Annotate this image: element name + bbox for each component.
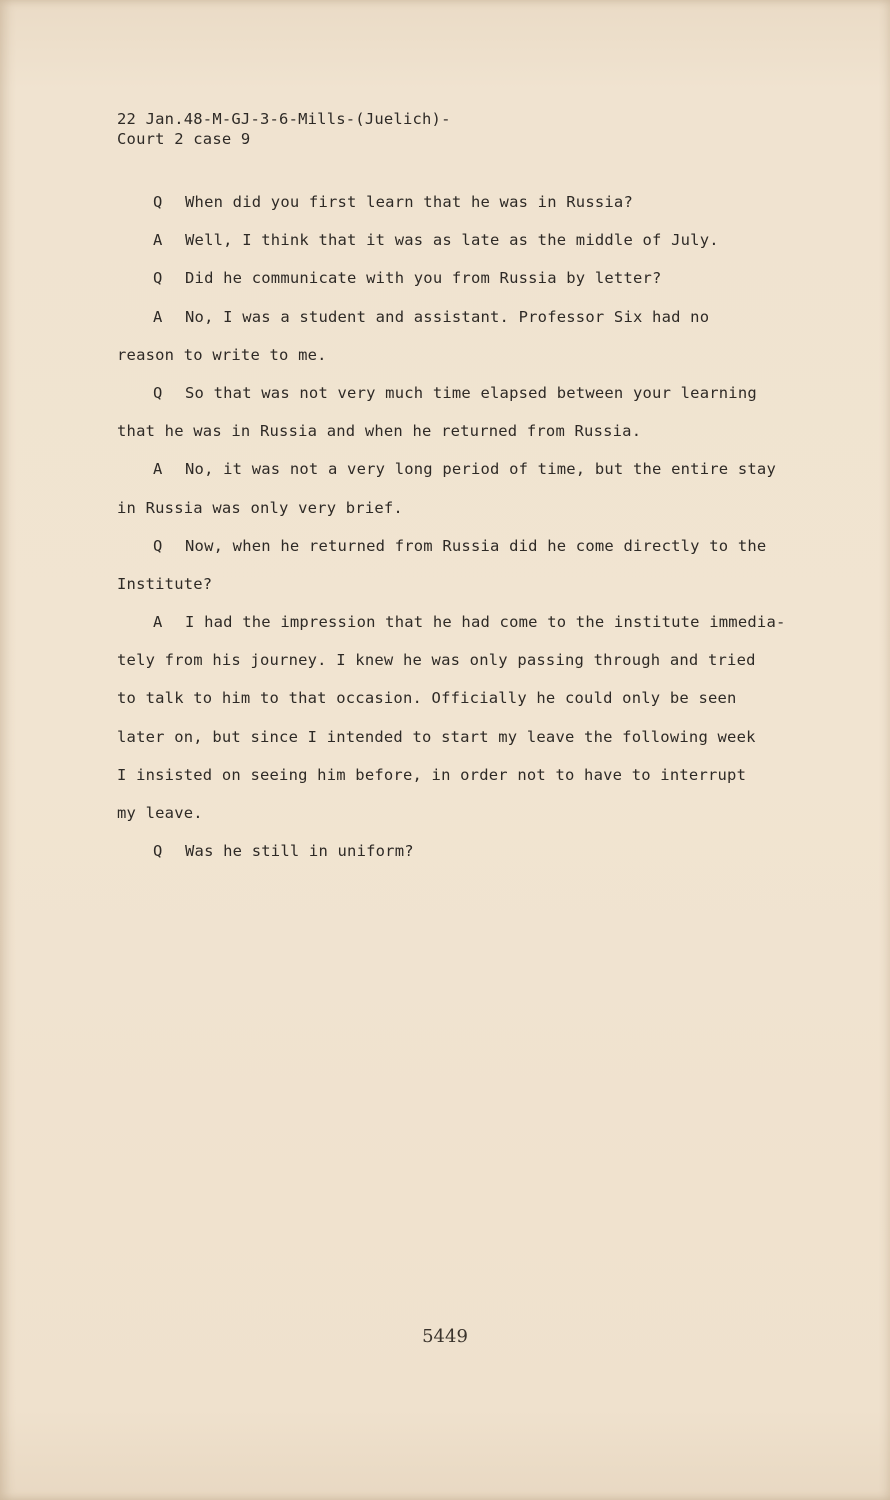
line-text: reason to write to me.	[117, 345, 327, 364]
header-line-2: Court 2 case 9	[117, 130, 251, 148]
transcript-line	[117, 641, 797, 679]
speaker-label: Q	[153, 193, 163, 211]
transcript-line	[117, 298, 797, 336]
line-text: Now, when he returned from Russia did he come directly to the	[185, 536, 767, 555]
transcript-line	[117, 832, 797, 870]
transcript-line	[117, 718, 797, 756]
line-text: Institute?	[117, 574, 213, 593]
line-text: to talk to him to that occasion. Officially he could only be seen	[117, 689, 737, 708]
line-text: When did you first learn that he was in Russia?	[185, 193, 633, 211]
speaker-label: A	[153, 307, 163, 326]
line-text: Was he still in uniform?	[185, 842, 414, 861]
transcript-line	[117, 450, 797, 488]
transcript-line	[117, 259, 797, 297]
line-text: in Russia was only very brief.	[117, 498, 403, 517]
speaker-label: Q	[153, 383, 163, 402]
transcript-line	[117, 756, 797, 794]
line-text: later on, but since I intended to start my leave the following week	[117, 727, 756, 746]
line-text: I had the impression that he had come to the institute immedia-	[185, 613, 786, 632]
transcript-line	[117, 412, 797, 450]
line-text: my leave.	[117, 804, 203, 822]
line-text: No, I was a student and assistant. Professor Six had no	[185, 307, 710, 326]
line-text: Did he communicate with you from Russia by letter?	[185, 269, 662, 288]
speaker-label: Q	[153, 536, 163, 555]
transcript-line	[117, 489, 797, 527]
transcript-line	[117, 565, 797, 603]
transcript-body	[117, 183, 797, 870]
header-line-1: 22 Jan.48-M-GJ-3-6-Mills-(Juelich)-	[117, 110, 451, 128]
line-text: So that was not very much time elapsed between your learning	[185, 383, 757, 402]
transcript-line	[117, 221, 797, 259]
transcript-line	[117, 679, 797, 717]
page-number: 5449	[422, 1326, 468, 1347]
transcript-line	[117, 374, 797, 412]
transcript-line	[117, 603, 797, 641]
document-header	[117, 109, 451, 149]
speaker-label: A	[153, 231, 163, 250]
transcript-line	[117, 336, 797, 374]
speaker-label: A	[153, 613, 163, 632]
transcript-line	[117, 527, 797, 565]
speaker-label: Q	[153, 842, 163, 861]
line-text: No, it was not a very long period of time, but the entire stay	[185, 460, 776, 479]
line-text: that he was in Russia and when he returned from Russia.	[117, 422, 642, 441]
line-text: I insisted on seeing him before, in order not to have to interrupt	[117, 765, 747, 784]
line-text: tely from his journey. I knew he was only passing through and tried	[117, 651, 756, 670]
transcript-line	[117, 794, 797, 832]
speaker-label: Q	[153, 269, 163, 288]
speaker-label: A	[153, 460, 163, 479]
transcript-line	[117, 183, 797, 221]
line-text: Well, I think that it was as late as the middle of July.	[185, 231, 719, 250]
